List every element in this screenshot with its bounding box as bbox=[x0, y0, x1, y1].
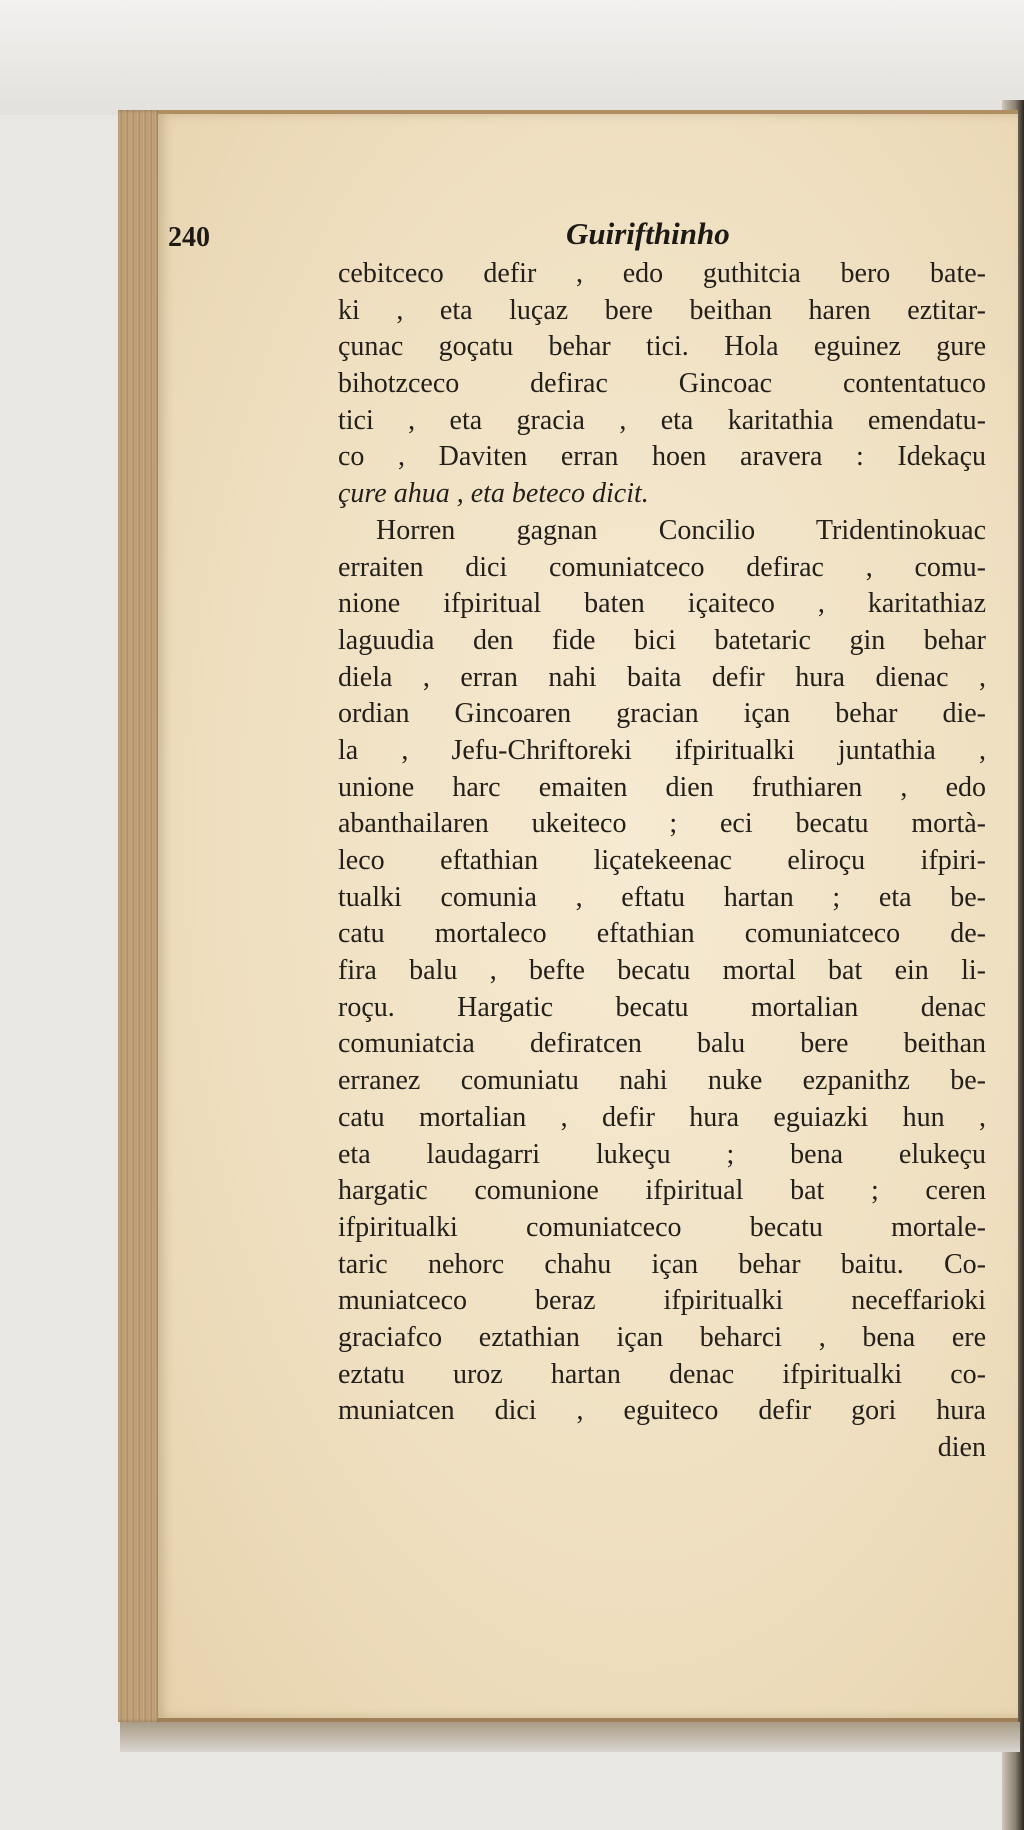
page-edges bbox=[118, 110, 162, 1722]
text-line: muniatcen dici , eguiteco defir gori hura bbox=[338, 1395, 986, 1427]
scan-background bbox=[0, 0, 1024, 115]
text-line: çunac goçatu behar tici. Hola eguinez gure bbox=[338, 331, 986, 363]
text-line: catu mortalian , defir hura eguiazki hun , bbox=[338, 1101, 986, 1133]
text-line: çure ahua , eta beteco dicit. bbox=[338, 478, 649, 510]
text-line: tualki comunia , eftatu hartan ; eta be- bbox=[338, 881, 986, 913]
page-bottom-shadow bbox=[120, 1722, 1020, 1752]
text-line: Horren gagnan Concilio Tridentinokuac bbox=[376, 514, 986, 546]
text-line: fira balu , befte becatu mortal bat ein li- bbox=[338, 955, 986, 987]
text-line: abanthailaren ukeiteco ; eci becatu mortà- bbox=[338, 808, 986, 840]
text-line: eztatu uroz hartan denac ifpiritualki co- bbox=[338, 1358, 986, 1390]
page-number: 240 bbox=[168, 222, 210, 253]
text-line: erranez comuniatu nahi nuke ezpanithz be- bbox=[338, 1065, 986, 1097]
text-line: hargatic comunione ifpiritual bat ; ceren bbox=[338, 1175, 986, 1207]
text-line: ifpiritualki comuniatceco becatu mortale- bbox=[338, 1211, 986, 1243]
text-line: comuniatcia defiratcen balu bere beithan bbox=[338, 1028, 986, 1060]
text-line: erraiten dici comuniatceco defirac , comu- bbox=[338, 551, 986, 583]
running-head: Guirifthinho bbox=[566, 216, 730, 251]
text-line: laguudia den fide bici batetaric gin behar bbox=[338, 624, 986, 656]
text-line: roçu. Hargatic becatu mortalian denac bbox=[338, 991, 986, 1023]
text-line: ordian Gincoaren gracian içan behar die- bbox=[338, 698, 986, 730]
text-line: taric nehorc chahu içan behar baitu. Co- bbox=[338, 1248, 986, 1280]
text-line: cebitceco defir , edo guthitcia bero bate- bbox=[338, 258, 986, 289]
text-line: tici , eta gracia , eta karitathia emendatu- bbox=[338, 404, 986, 436]
text-line: la , Jefu-Chriftoreki ifpiritualki juntathia , bbox=[338, 734, 986, 766]
catchword: dien bbox=[937, 1432, 986, 1463]
text-line: eta laudagarri lukeçu ; bena elukeçu bbox=[338, 1138, 986, 1170]
body-text bbox=[338, 256, 986, 1467]
text-line: muniatceco beraz ifpiritualki neceffarioki bbox=[338, 1285, 986, 1317]
text-line: nione ifpiritual baten içaiteco , karitathiaz bbox=[338, 588, 986, 620]
text-line: graciafco eztathian içan beharci , bena ere bbox=[338, 1321, 986, 1353]
text-line: ki , eta luçaz bere beithan haren eztitar- bbox=[338, 294, 986, 326]
text-line: catu mortaleco eftathian comuniatceco de- bbox=[338, 918, 986, 950]
text-line: leco eftathian liçatekeenac eliroçu ifpiri- bbox=[338, 845, 986, 876]
text-line: bihotzceco defirac Gincoac contentatuco bbox=[338, 368, 986, 400]
text-line: unione harc emaiten dien fruthiaren , edo bbox=[338, 771, 986, 803]
text-line: co , Daviten erran hoen aravera : Idekaçu bbox=[338, 441, 986, 473]
text-line: diela , erran nahi baita defir hura dienac , bbox=[338, 661, 986, 693]
